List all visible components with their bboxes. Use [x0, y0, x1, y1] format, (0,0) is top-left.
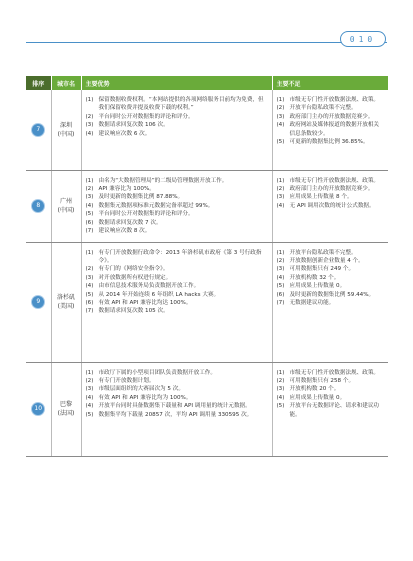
- city-name: 广州: [59, 198, 72, 205]
- item-text: 市级层面组织的大赛届次为 5 次。: [98, 386, 184, 393]
- item-text: 及时更新的数据集比例 59.44%。: [289, 291, 375, 298]
- item-text: API 兼容比为 100%。: [98, 185, 155, 192]
- item-number: (7): [276, 299, 285, 306]
- item-text: 无 API 调用次数的统计公式数据。: [289, 202, 375, 209]
- list-item: [86, 402, 268, 410]
- item-text: 从 2014 年开始连续 6 年组织 LA hacks 大赛。: [98, 291, 220, 298]
- item-text: 由名为“大数据管理局”的二级局管理数据开放工作。: [98, 177, 228, 184]
- cons-cell: [272, 242, 388, 362]
- cons-cell: [272, 170, 388, 242]
- cons-cell: [272, 90, 388, 170]
- list-item: [277, 402, 385, 419]
- item-text: 数据请求回复次数 7 次。: [98, 219, 162, 226]
- city-cell: [51, 242, 81, 362]
- city-country: (中国): [57, 130, 75, 138]
- list-item: [277, 96, 385, 104]
- item-text: 平台同时公开对数据集的评论和评分。: [98, 113, 194, 120]
- item-number: (3): [276, 113, 285, 120]
- header-city: 城市名: [51, 76, 81, 90]
- rank-badge: 7: [31, 123, 45, 137]
- item-text: 市政厅下属的小型项目团队负责数据开放工作。: [98, 369, 216, 376]
- item-text: 开放平台同时具备数据集下载量和 API 调用量的统计元数据。: [98, 403, 251, 410]
- item-text: 有效 API 和 API 兼容比均达 100%。: [98, 299, 192, 306]
- item-text: 及时更新的数据集比例 87.88%。: [98, 194, 184, 201]
- rank-cell: [26, 90, 51, 170]
- rank-cell: [26, 170, 51, 242]
- item-number: (4): [276, 202, 285, 209]
- item-number: (3): [85, 274, 94, 281]
- item-number: (5): [276, 139, 285, 146]
- cons-cell: [272, 362, 388, 456]
- city-cell: [51, 90, 81, 170]
- list-item: [86, 385, 268, 393]
- item-number: (1): [276, 249, 285, 256]
- list-item: [86, 185, 268, 193]
- list-item: [86, 369, 268, 377]
- item-text: 数据请求回复次数 106 次。: [98, 122, 169, 129]
- item-number: (4): [276, 394, 285, 401]
- item-number: (6): [85, 299, 94, 306]
- list-item: [86, 299, 268, 307]
- city-country: (美国): [57, 303, 75, 310]
- item-number: (4): [85, 130, 94, 137]
- item-number: (1): [85, 369, 94, 376]
- list-item: [86, 193, 268, 201]
- pros-cell: [81, 170, 272, 242]
- city-cell: [51, 362, 81, 456]
- item-number: (3): [276, 194, 285, 201]
- list-item: [86, 227, 268, 235]
- item-number: (2): [276, 377, 285, 384]
- list-item: [277, 369, 385, 377]
- item-text: 有专门的《网络安全指令》。: [98, 266, 169, 273]
- item-number: (4): [85, 283, 94, 290]
- pros-cell: [81, 242, 272, 362]
- item-text: 保留数据收费权利。“本网站提供的各项网络服务目前均为免费，但我们保留收费并提及收费下载的权利。”: [98, 97, 264, 112]
- city-country: (法国): [57, 410, 75, 417]
- item-number: (1): [85, 97, 94, 103]
- rank-badge: 8: [31, 199, 45, 213]
- item-number: (1): [276, 369, 285, 376]
- item-number: (7): [85, 308, 94, 315]
- list-item: [277, 299, 385, 307]
- item-text: 开放平台隐私政策不完整。: [289, 249, 357, 256]
- item-text: 可更新的数据集比例 36.85%。: [289, 139, 369, 146]
- item-text: 有专门开放数据行政命令：2013 年洛杉矶市政府《第 3 号行政指令》。: [98, 249, 262, 264]
- list-item: [277, 104, 385, 112]
- list-item: [86, 282, 268, 290]
- item-number: (5): [276, 403, 285, 410]
- item-number: (5): [85, 211, 94, 218]
- list-item: [277, 185, 385, 193]
- item-number: (2): [85, 113, 94, 120]
- city-name: 巴黎: [59, 401, 72, 408]
- list-item: [277, 265, 385, 273]
- item-number: (1): [85, 177, 94, 184]
- list-item: [86, 210, 268, 218]
- item-text: 市级无专门性开放数据法规、政策。: [289, 177, 380, 184]
- list-item: [86, 265, 268, 273]
- list-item: [86, 202, 268, 210]
- rank-badge: 9: [31, 295, 45, 309]
- list-item: [277, 282, 385, 290]
- item-text: 市级无专门性开放数据法规、政策。: [289, 97, 380, 103]
- item-number: (1): [85, 249, 94, 256]
- table-row: [26, 242, 388, 362]
- city-cell: [51, 170, 81, 242]
- item-number: (3): [85, 194, 94, 201]
- list-item: [86, 219, 268, 227]
- city-name: 深圳: [59, 121, 72, 129]
- item-text: 开放机构数 20 个。: [289, 386, 340, 393]
- list-item: [86, 130, 268, 138]
- table-row: [26, 170, 388, 242]
- list-item: [277, 177, 385, 185]
- item-text: 应用成果上传数量 8 个。: [289, 194, 353, 201]
- list-item: [277, 249, 385, 257]
- list-item: [86, 291, 268, 299]
- list-item: [277, 193, 385, 201]
- list-item: [277, 257, 385, 265]
- item-number: (1): [276, 97, 285, 103]
- pros-cell: [81, 362, 272, 456]
- list-item: [86, 394, 268, 402]
- header-cons: 主要不足: [272, 76, 388, 90]
- item-text: 有效 API 和 API 兼容比均为 100%。: [98, 394, 192, 401]
- list-item: [277, 274, 385, 282]
- rank-cell: [26, 242, 51, 362]
- item-number: (5): [85, 291, 94, 298]
- list-item: [86, 307, 268, 315]
- list-item: [277, 113, 385, 121]
- item-text: 数据请求回复次数 105 次。: [98, 308, 169, 315]
- list-item: [277, 138, 385, 146]
- item-text: 政府网站及媒体报道的数据开放相关信息条数较少。: [289, 122, 380, 137]
- list-item: [277, 121, 385, 138]
- list-item: [277, 385, 385, 393]
- item-number: (7): [85, 227, 94, 234]
- item-number: (2): [85, 266, 94, 273]
- item-number: (6): [85, 219, 94, 226]
- item-text: 开放数据创新企业数量 4 个。: [289, 257, 364, 264]
- item-number: (5): [276, 283, 285, 290]
- list-item: [86, 96, 268, 113]
- item-number: (3): [276, 386, 285, 393]
- item-number: (2): [276, 105, 285, 112]
- item-text: 无数据建议功能。: [289, 299, 335, 306]
- header-pros: 主要优势: [81, 76, 272, 90]
- list-item: [86, 411, 268, 419]
- list-item: [86, 113, 268, 121]
- city-country: (中国): [57, 207, 75, 214]
- list-item: [277, 291, 385, 299]
- item-number: (2): [276, 257, 285, 264]
- item-number: (3): [276, 266, 285, 273]
- item-text: 可用数据集只有 258 个。: [289, 377, 355, 384]
- item-text: 数据集平均下载量 20857 次，平均 API 调用量 330595 次。: [98, 411, 253, 418]
- item-text: 由市信息技术服务局负责数据开放工作。: [98, 283, 200, 290]
- table-row: [26, 90, 388, 170]
- list-item: [86, 274, 268, 282]
- list-item: [86, 249, 268, 266]
- item-number: (4): [276, 274, 285, 281]
- city-name: 洛杉矶: [56, 294, 75, 301]
- item-text: 数据集元数据项标准元数据完备率超过 99%。: [98, 202, 214, 209]
- item-number: (4): [85, 202, 94, 209]
- item-number: (6): [276, 291, 285, 298]
- item-text: 开放平台无数据评论、请求和建议功能。: [289, 403, 380, 418]
- item-number: (2): [85, 185, 94, 192]
- item-text: 开放平台隐私政策不完整。: [289, 105, 357, 112]
- item-text: 建议响应次数 8 次。: [98, 227, 151, 234]
- top-rule: [26, 42, 387, 43]
- list-item: [86, 121, 268, 129]
- item-number: (2): [85, 377, 94, 384]
- item-text: 政府部门主办的开放数据竞赛少。: [289, 113, 374, 120]
- item-text: 平台同时公开对数据集的评论和评分。: [98, 211, 194, 218]
- page-number: 010: [340, 31, 386, 47]
- item-text: 对开放数据所有权进行规定。: [98, 274, 172, 281]
- item-number: (3): [85, 122, 94, 129]
- item-text: 应用成果上传数量 0。: [289, 394, 346, 401]
- list-item: [277, 377, 385, 385]
- item-text: 可用数据集只有 249 个。: [289, 266, 355, 273]
- list-item: [277, 202, 385, 210]
- header-rank: 排序: [26, 76, 51, 90]
- item-number: (1): [276, 177, 285, 184]
- item-number: (4): [276, 122, 285, 129]
- table-header-row: [26, 76, 388, 90]
- item-number: (4): [85, 394, 94, 401]
- item-number: (5): [85, 411, 94, 418]
- item-text: 有专门开放数据计划。: [98, 377, 155, 384]
- rank-cell: [26, 362, 51, 456]
- item-number: (2): [276, 185, 285, 192]
- item-number: (4): [85, 403, 94, 410]
- item-text: 建议响应次数 6 次。: [98, 130, 151, 137]
- list-item: [277, 394, 385, 402]
- table-row: [26, 362, 388, 456]
- item-number: (3): [85, 386, 94, 393]
- list-item: [86, 377, 268, 385]
- item-text: 市级无专门性开放数据法规、政策。: [289, 369, 380, 376]
- item-text: 政府部门主办的开放数据竞赛少。: [289, 185, 374, 192]
- rank-badge: 10: [31, 402, 45, 416]
- pros-cell: [81, 90, 272, 170]
- city-ranking-table: [26, 76, 389, 457]
- item-text: 开放机构数 32 个。: [289, 274, 340, 281]
- list-item: [86, 177, 268, 185]
- item-text: 应用成果上传数量 0。: [289, 283, 346, 290]
